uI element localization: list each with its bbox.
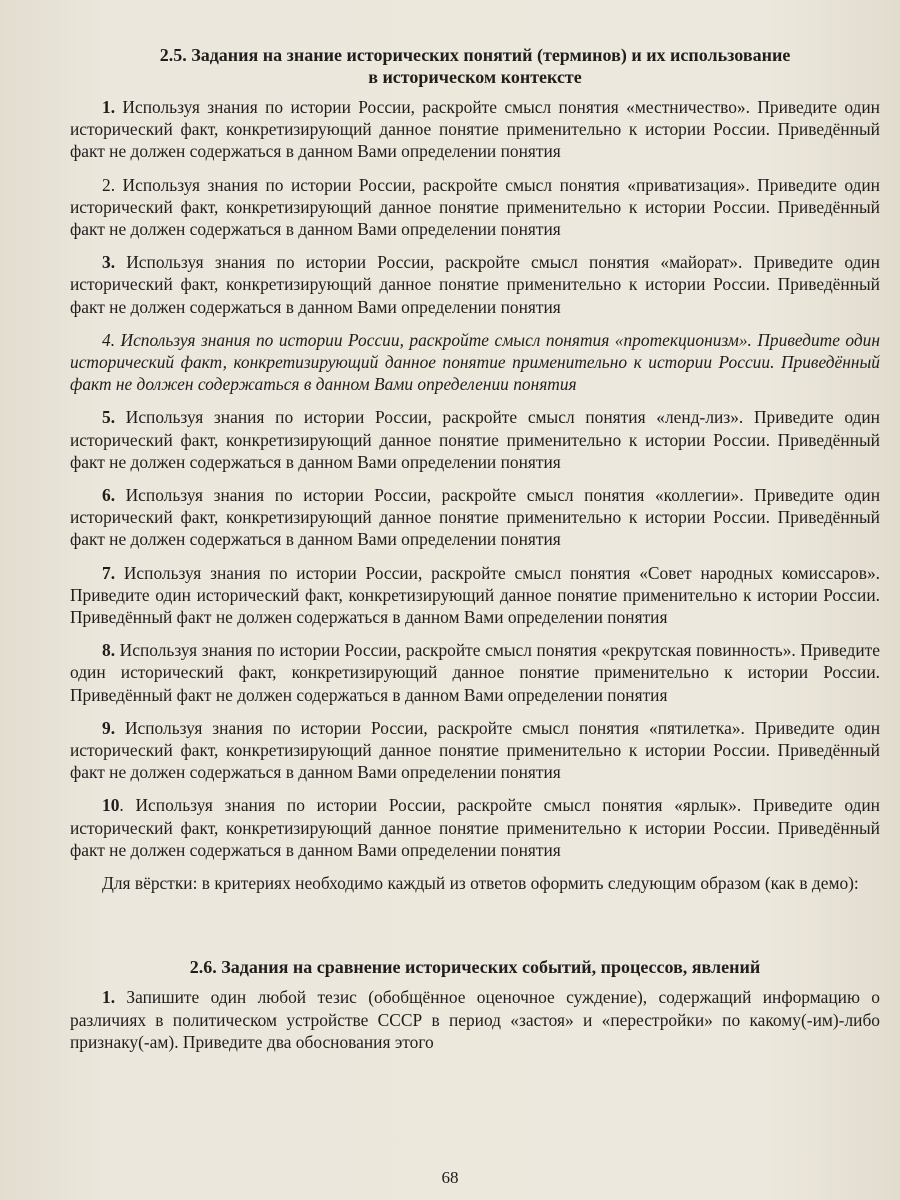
task-4 <box>70 329 880 396</box>
task-text: Используя знания по истории России, раскройте смысл понятия «пятилетка». Приведите один исторический факт, конкретизирующий данное понятие применительно к истории России. Приведённый факт не должен содержаться в данном Вами определении понятия <box>70 717 880 783</box>
task-text: Используя знания по истории России, раскройте смысл понятия «местничество». Приведите один исторический факт, конкретизирующий данное понятие применительно к истории России. Приведённый факт не должен содержаться в данном Вами определении понятия <box>70 97 880 162</box>
task-number: 6. <box>102 485 116 506</box>
task-number: 5. <box>102 407 116 428</box>
task-text: Используя знания по истории России, раскройте смысл понятия «рекрутская повинность». Приведите один исторический факт, конкретизирующий данное понятие применительно к истории России. Приведённый факт не должен содержаться в данном Вами определении понятия <box>70 640 880 705</box>
section-heading-2-5 <box>70 44 880 88</box>
task-7 <box>70 562 880 629</box>
task-text: Используя знания по истории России, раскройте смысл понятия «майорат». Приведите один исторический факт, конкретизирующий данное понятие применительно к истории России. Приведённый факт не должен содержаться в данном Вами определении понятия <box>70 252 880 317</box>
section-heading-2-6: 2.6. Задания на сравнение исторических событий, процессов, явлений <box>189 957 761 978</box>
task-9 <box>70 717 880 784</box>
task-6 <box>70 484 880 551</box>
task-number: 3. <box>102 252 116 273</box>
task-text: Используя знания по истории России, раскройте смысл понятия «Совет народных комиссаров». Приведите один исторический факт, конкретизирующий данное понятие применительно к истории России. Приведённый факт не должен содержаться в данном Вами определении понятия <box>70 562 880 628</box>
comparison-task-1 <box>70 986 880 1053</box>
task-text: Используя знания по истории России, раскройте смысл понятия «коллегии». Приведите один исторический факт, конкретизирующий данное понятие применительно к истории России. Приведённый факт не должен содержаться в данном Вами определении понятия <box>70 485 880 550</box>
task-number: 2. <box>102 174 116 195</box>
blank-space <box>70 894 880 950</box>
task-3 <box>70 251 880 318</box>
task-number: 1. <box>102 987 116 1008</box>
task-number: 1. <box>102 97 116 117</box>
layout-note: Для вёрстки: в критериях необходимо каждый из ответов оформить следующим образом (как в демо): <box>102 873 859 894</box>
task-8 <box>70 639 880 706</box>
task-text: Используя знания по истории России, раскройте смысл понятия «протекционизм». Приведите один исторический факт, конкретизирующий данное понятие применительно к истории России. Приведённый факт не должен содержаться в данном Вами определении понятия <box>70 329 880 395</box>
task-number: 9. <box>102 717 116 738</box>
task-text: Запишите один любой тезис (обобщённое оценочное суждение), содержащий информацию о различиях в политическом устройстве СССР в период «застоя» и «перестройки» по какому(-им)-либо признаку(-ам). Приведите два обоснования этого <box>70 987 880 1052</box>
task-number: 8. <box>102 640 116 661</box>
task-number: 10 <box>102 795 120 816</box>
task-10 <box>70 794 880 861</box>
task-text: Используя знания по истории России, раскройте смысл понятия «приватизация». Приведите один исторический факт, конкретизирующий данное понятие применительно к истории России. Приведённый факт не должен содержаться в данном Вами определении понятия <box>70 174 880 240</box>
task-number: 7. <box>102 562 116 583</box>
task-number: 4. <box>102 329 116 350</box>
task-2 <box>70 174 880 241</box>
task-5 <box>70 406 880 473</box>
section-heading-line1: 2.5. Задания на знание исторических понятий (терминов) и их использование <box>159 45 791 65</box>
page-number: 68 <box>441 1168 459 1187</box>
task-text: . Используя знания по истории России, раскройте смысл понятия «ярлык». Приведите один исторический факт, конкретизирующий данное понятие применительно к истории России. Приведённый факт не должен содержаться в данном Вами определении понятия <box>70 795 880 860</box>
task-1 <box>70 96 880 163</box>
task-text: Используя знания по истории России, раскройте смысл понятия «ленд-лиз». Приведите один исторический факт, конкретизирующий данное понятие применительно к истории России. Приведённый факт не должен содержаться в данном Вами определении понятия <box>70 407 880 472</box>
section-heading-line2: в историческом контексте <box>368 67 582 87</box>
